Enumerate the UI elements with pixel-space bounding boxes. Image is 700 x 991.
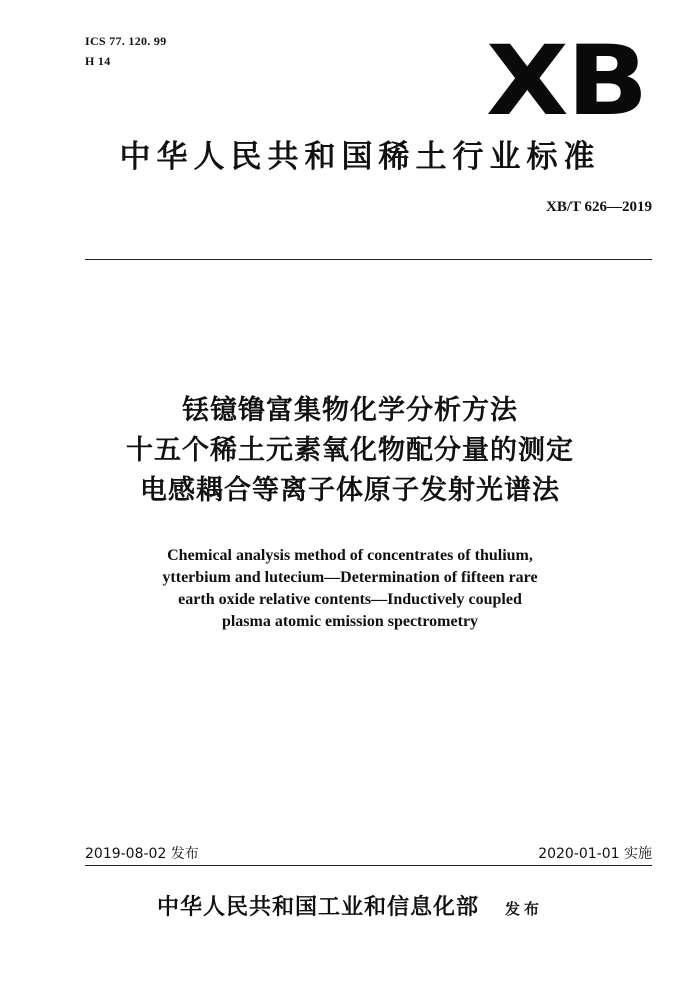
chinese-title-line-3: 电感耦合等离子体原子发射光谱法: [140, 475, 560, 506]
xb-logo: XB: [485, 25, 647, 137]
chinese-title-line-2: 十五个稀土元素氧化物配分量的测定: [126, 435, 574, 466]
bottom-divider: [85, 865, 652, 866]
issuer-action: 发布: [505, 900, 544, 918]
ics-code: ICS 77. 120. 99: [85, 34, 167, 48]
chinese-title-line-1: 铥镱镥富集物化学分析方法: [182, 395, 518, 426]
english-title-line-3: earth oxide relative contents—Inductively coupled: [178, 591, 522, 608]
standard-number: XB/T 626—2019: [546, 199, 652, 215]
english-title-line-2: ytterbium and lutecium—Determination of fifteen rare: [162, 569, 538, 586]
ccs-code: H 14: [85, 54, 111, 68]
english-title-line-4: plasma atomic emission spectrometry: [221, 613, 479, 630]
english-title-line-1: Chemical analysis method of concentrates of thulium,: [167, 547, 533, 564]
effective-date: 2020-01-01 实施: [538, 846, 652, 862]
issue-date: 2019-08-02 发布: [85, 846, 199, 862]
chinese-title: [50, 391, 650, 511]
issuer-name: 中华人民共和国工业和信息化部: [156, 895, 479, 920]
issuer-line: [0, 893, 700, 923]
standard-category-title: 中华人民共和国稀土行业标准: [119, 139, 601, 175]
top-divider: [85, 259, 652, 260]
english-title: [100, 545, 600, 633]
